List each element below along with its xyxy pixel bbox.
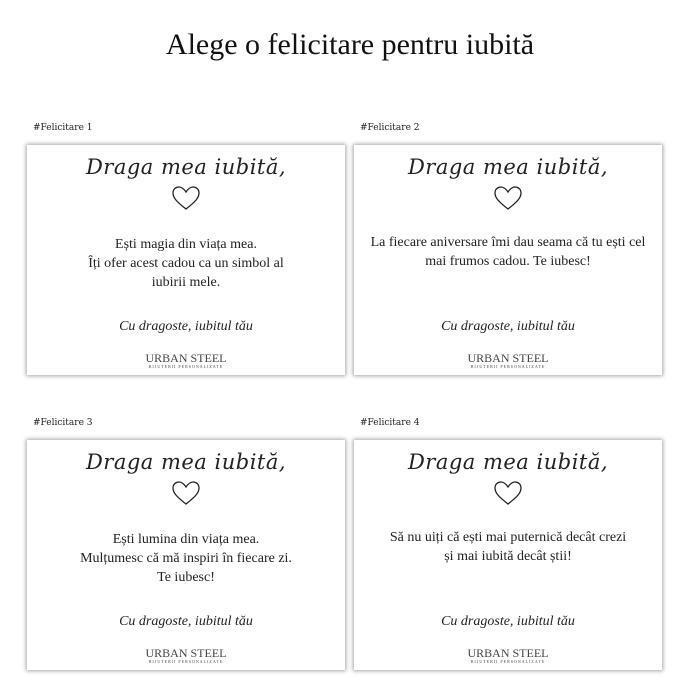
heart-icon (171, 185, 201, 211)
brand-tagline: BIJUTERII PERSONALIZATE (470, 364, 546, 369)
brand-logo (27, 353, 345, 369)
message-line: La fiecare aniversare îmi dau seama că tu ești cel (370, 235, 646, 250)
heart-icon (493, 480, 523, 506)
brand-logo (354, 648, 662, 664)
message-line: Ești magia din viața mea. (115, 237, 257, 252)
card-message (364, 233, 652, 271)
brand-name: URBAN STEEL (467, 646, 549, 660)
card-message (37, 235, 335, 292)
page-title: Alege o felicitare pentru iubită (165, 28, 535, 61)
message-line: Ești lumina din viața mea. (112, 532, 260, 547)
message-line: Mulțumesc că mă inspiri în fiecare zi. (80, 551, 292, 566)
message-line: iubirii mele. (151, 275, 221, 290)
brand-logo (27, 648, 345, 664)
brand-name: URBAN STEEL (145, 351, 227, 365)
heart-icon (493, 185, 523, 211)
card-label: #Felicitare 4 (360, 418, 420, 428)
message-line: Îți ofer acest cadou ca un simbol al (88, 256, 284, 271)
card-greeting: Draga mea iubită, (407, 450, 609, 474)
heart-icon (171, 480, 201, 506)
card-label: #Felicitare 3 (33, 418, 93, 428)
brand-logo (354, 353, 662, 369)
card-message (364, 528, 652, 566)
greeting-card-4[interactable] (354, 440, 662, 670)
message-line: și mai iubită decât știi! (444, 549, 572, 564)
brand-name: URBAN STEEL (145, 646, 227, 660)
card-label: #Felicitare 2 (360, 123, 420, 133)
card-signature: Cu dragoste, iubitul tău (441, 319, 575, 334)
message-line: Să nu uiți că ești mai puternică decât crezi (389, 530, 627, 545)
brand-tagline: BIJUTERII PERSONALIZATE (470, 659, 546, 664)
message-line: Te iubesc! (157, 570, 215, 585)
card-greeting: Draga mea iubită, (85, 450, 287, 474)
brand-tagline: BIJUTERII PERSONALIZATE (148, 659, 224, 664)
brand-tagline: BIJUTERII PERSONALIZATE (148, 364, 224, 369)
brand-name: URBAN STEEL (467, 351, 549, 365)
message-line: mai frumos cadou. Te iubesc! (425, 254, 591, 269)
card-greeting: Draga mea iubită, (85, 155, 287, 179)
card-message (37, 530, 335, 587)
card-label: #Felicitare 1 (33, 123, 93, 133)
greeting-card-1[interactable] (27, 145, 345, 375)
card-signature: Cu dragoste, iubitul tău (441, 614, 575, 629)
card-signature: Cu dragoste, iubitul tău (119, 319, 253, 334)
greeting-card-2[interactable] (354, 145, 662, 375)
card-signature: Cu dragoste, iubitul tău (119, 614, 253, 629)
card-greeting: Draga mea iubită, (407, 155, 609, 179)
greeting-card-3[interactable] (27, 440, 345, 670)
